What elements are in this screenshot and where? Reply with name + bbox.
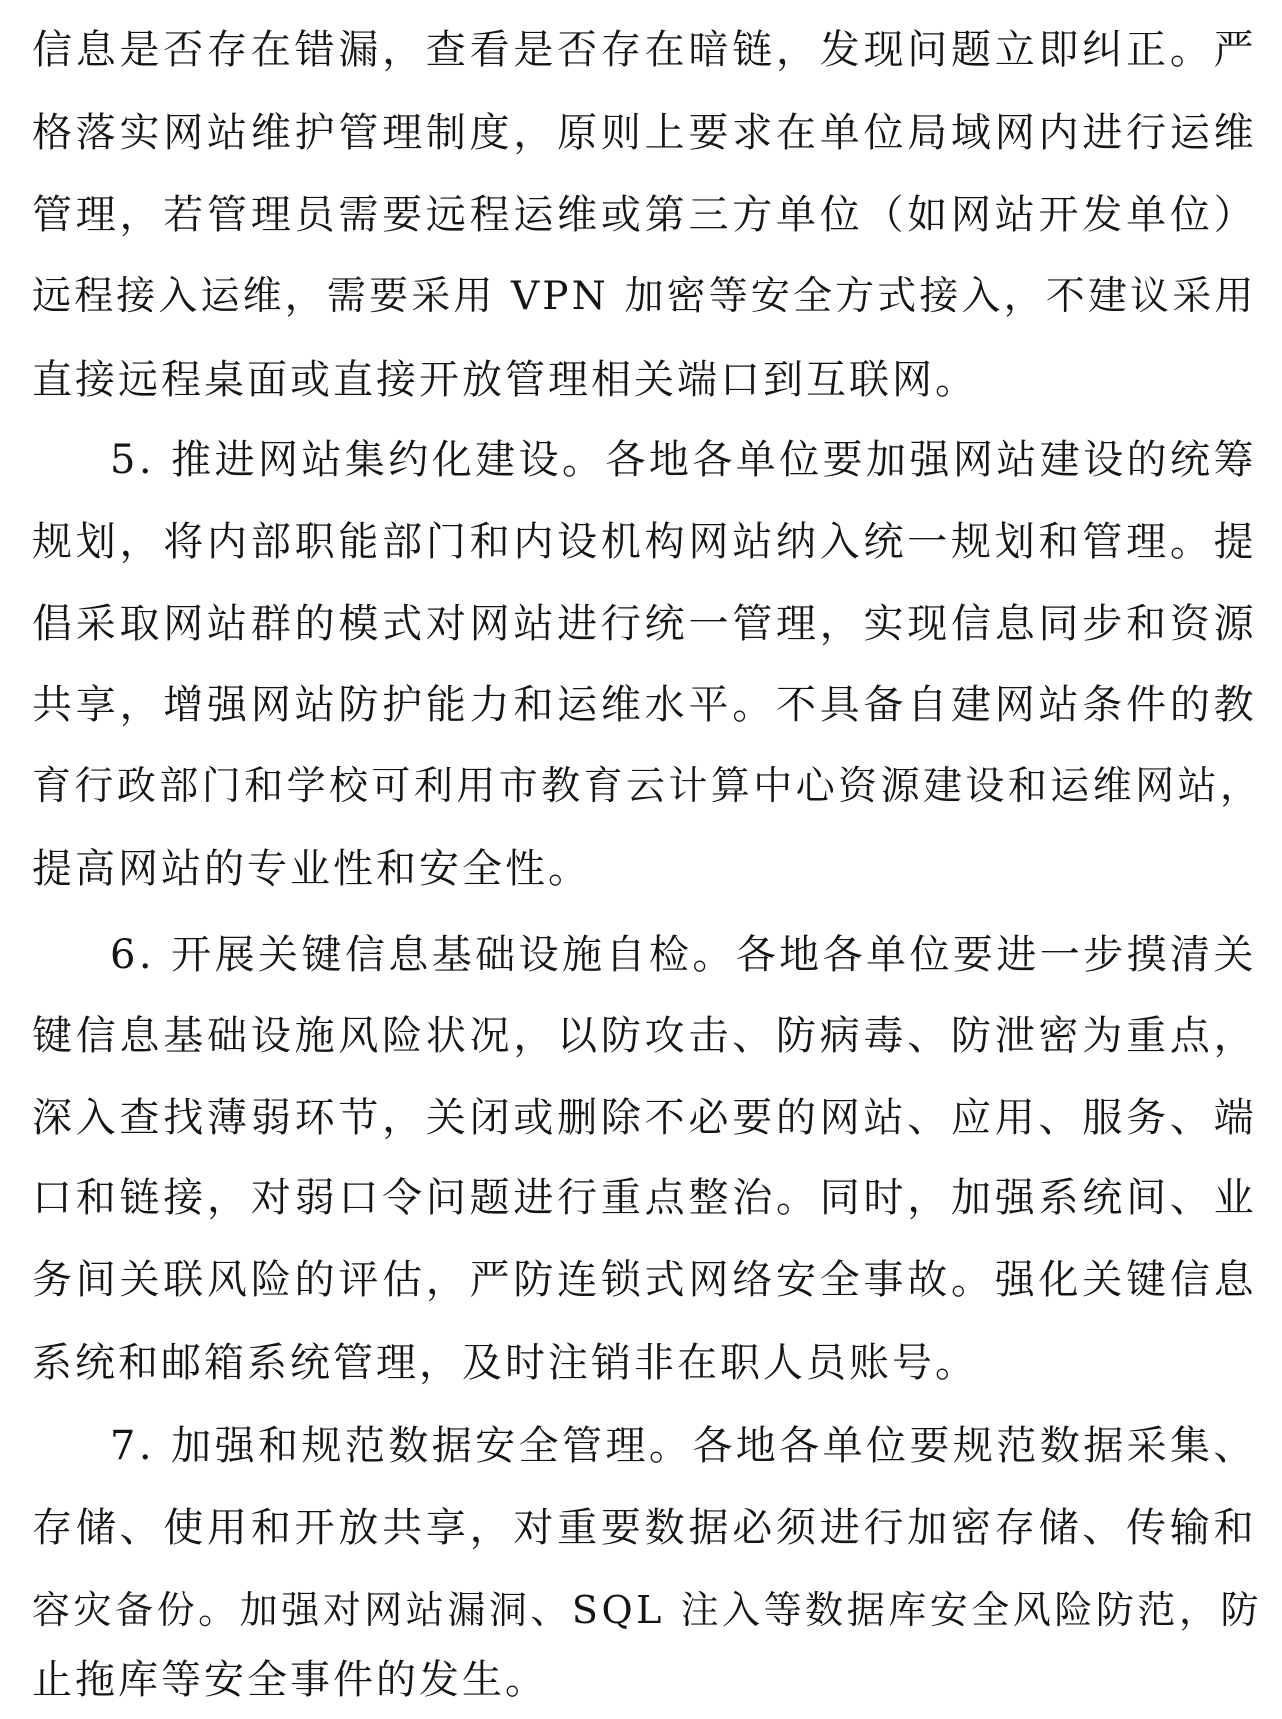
text-line-9: 共享，增强网站防护能力和运维水平。不具备自建网站条件的教 [32, 682, 1258, 728]
paragraph-5-first-line: 5. 推进网站集约化建设。各地各单位要加强网站建设的统筹 [110, 437, 1257, 483]
text-line-11: 提高网站的专业性和安全性。 [32, 846, 591, 892]
text-line-20: 容灾备份。加强对网站漏洞、SQL 注入等数据库安全风险防范，防 [32, 1588, 1263, 1632]
text-line-1: 信息是否存在错漏，查看是否存在暗链，发现问题立即纠正。严 [32, 27, 1258, 73]
text-line-3: 管理，若管理员需要远程运维或第三方单位（如网站开发单位） [32, 192, 1258, 238]
text-line-4: 远程接入运维，需要采用 VPN 加密等安全方式接入，不建议采用 [32, 274, 1257, 319]
text-line-15: 口和链接，对弱口令问题进行重点整治。同时，加强系统间、业 [32, 1175, 1258, 1221]
text-line-21: 止拖库等安全事件的发生。 [32, 1657, 548, 1703]
text-line-7: 规划，将内部职能部门和内设机构网站纳入统一规划和管理。提 [32, 519, 1258, 565]
text-line-8: 倡采取网站群的模式对网站进行统一管理，实现信息同步和资源 [32, 601, 1258, 647]
text-line-19: 存储、使用和开放共享，对重要数据必须进行加密存储、传输和 [32, 1505, 1258, 1551]
text-line-5: 直接远程桌面或直接开放管理相关端口到互联网。 [32, 357, 978, 403]
paragraph-7-first-line: 7. 加强和规范数据安全管理。各地各单位要规范数据采集、 [110, 1423, 1257, 1469]
text-line-16: 务间关联风险的评估，严防连锁式网络安全事故。强化关键信息 [32, 1257, 1258, 1303]
text-line-17: 系统和邮箱系统管理，及时注销非在职人员账号。 [32, 1340, 978, 1386]
text-line-14: 深入查找薄弱环节，关闭或删除不必要的网站、应用、服务、端 [32, 1095, 1258, 1141]
paragraph-6-first-line: 6. 开展关键信息基础设施自检。各地各单位要进一步摸清关 [110, 932, 1257, 978]
text-line-13: 键信息基础设施风险状况，以防攻击、防病毒、防泄密为重点， [32, 1013, 1258, 1059]
text-line-10: 育行政部门和学校可利用市教育云计算中心资源建设和运维网站， [32, 764, 1263, 809]
text-line-2: 格落实网站维护管理制度，原则上要求在单位局域网内进行运维 [32, 110, 1258, 156]
